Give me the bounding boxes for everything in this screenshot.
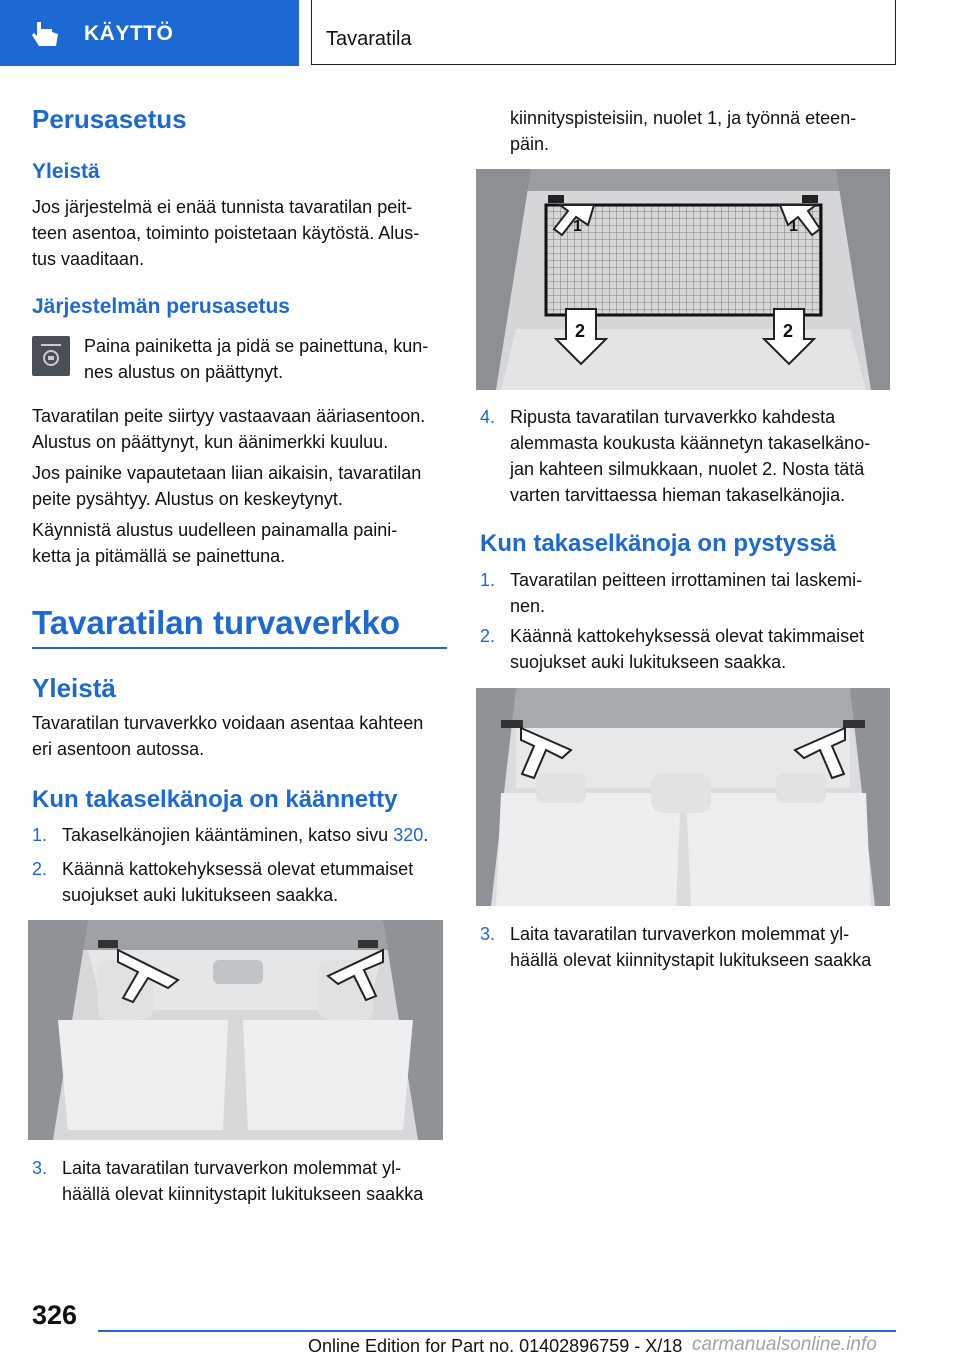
- step-number: 1.: [32, 825, 48, 845]
- paragraph-continued: kiinnityspisteisiin, nuolet 1, ja työnnä eteen- päin.: [510, 108, 857, 154]
- step-text: Käännä kattokehyksessä olevat etummaiset suojukset auki lukitukseen saakka.: [62, 859, 414, 905]
- step-number: 1.: [480, 570, 496, 590]
- paragraph-yleista: Jos järjestelmä ei enää tunnista tavaratilan peit- teen asentoa, toiminto poistetaan käytöstä. Alus- tus vaaditaan.: [32, 197, 420, 269]
- step-text: Ripusta tavaratilan turvaverkko kahdesta alemmasta koukusta käännetyn takaselkäno- jan kahteen silmukkaan, nuolet 2. Nosta tätä varten tarvittaessa hieman takaselkänojia.: [510, 407, 871, 505]
- step-number: 4.: [480, 407, 496, 427]
- step-number: 2.: [32, 859, 48, 879]
- page-link[interactable]: 320: [393, 825, 424, 845]
- heading-yleista: Yleistä: [32, 160, 100, 183]
- heading-perusasetus: Perusasetus: [32, 104, 187, 134]
- trunk-button-icon: [32, 336, 70, 376]
- callout-1-right: 1: [789, 218, 798, 235]
- step-text: Laita tavaratilan turvaverkon molemmat yl- häällä olevat kiinnitystapit lukitukseen saakka: [62, 1158, 424, 1204]
- paragraph-yleista-2: Tavaratilan turvaverkko voidaan asentaa kahteen eri asentoon autossa.: [32, 713, 424, 759]
- step-number: 2.: [480, 626, 496, 646]
- footer-rule: [98, 1330, 896, 1332]
- step-number: 3.: [32, 1158, 48, 1178]
- step-text: Takaselkänojien kääntäminen, katso sivu 320.: [62, 825, 429, 845]
- section-tab: [0, 0, 299, 66]
- photo-net-installed: [476, 169, 890, 390]
- hand-pointer-icon: [30, 20, 64, 50]
- page-number: 326: [32, 1300, 78, 1330]
- footer-watermark: carmanualsonline.info: [692, 1334, 877, 1355]
- paragraph-button: Paina painiketta ja pidä se painettuna, kun- nes alustus on päättynyt.: [84, 336, 429, 382]
- heading-pystyssa: Kun takaselkänoja on pystyssä: [480, 530, 837, 557]
- chapter-header: [311, 0, 896, 65]
- callout-2-left: 2: [575, 321, 586, 341]
- footer-edition: Online Edition for Part no. 01402896759 - X/18: [308, 1336, 683, 1356]
- heading-yleista-2: Yleistä: [32, 673, 116, 703]
- step-text: Tavaratilan peitteen irrottaminen tai laskemi- nen.: [510, 570, 863, 616]
- paragraph-vapautetaan: Jos painike vapautetaan liian aikaisin, tavaratilan peite pysähtyy. Alustus on keskeytynyt.: [32, 463, 422, 509]
- heading-jarjestelman-perusasetus: Järjestelmän perusasetus: [32, 295, 290, 318]
- callout-1-left: 1: [573, 218, 582, 235]
- callout-2-right: 2: [783, 321, 794, 341]
- paragraph-siirtyy: Tavaratilan peite siirtyy vastaavaan ääriasentoon. Alustus on päättynyt, kun äänimerkki kuuluu.: [32, 406, 426, 452]
- step-number: 3.: [480, 924, 496, 944]
- heading-tavaratilan-turvaverkko: Tavaratilan turvaverkko: [32, 604, 401, 641]
- heading-kaannetty: Kun takaselkänoja on käännetty: [32, 786, 398, 813]
- step-text: Käännä kattokehyksessä olevat takimmaiset suojukset auki lukitukseen saakka.: [510, 626, 865, 672]
- heading-rule: [32, 647, 447, 649]
- photo-front-covers: [28, 920, 443, 1140]
- chapter-label: Tavaratila: [326, 28, 412, 50]
- paragraph-kaynnista: Käynnistä alustus uudelleen painamalla paini- ketta ja pitämällä se painettuna.: [32, 520, 398, 566]
- section-label: KÄYTTÖ: [84, 22, 174, 45]
- photo-rear-covers: [476, 688, 890, 906]
- step-text: Laita tavaratilan turvaverkon molemmat yl- häällä olevat kiinnitystapit lukitukseen saakka: [510, 924, 872, 970]
